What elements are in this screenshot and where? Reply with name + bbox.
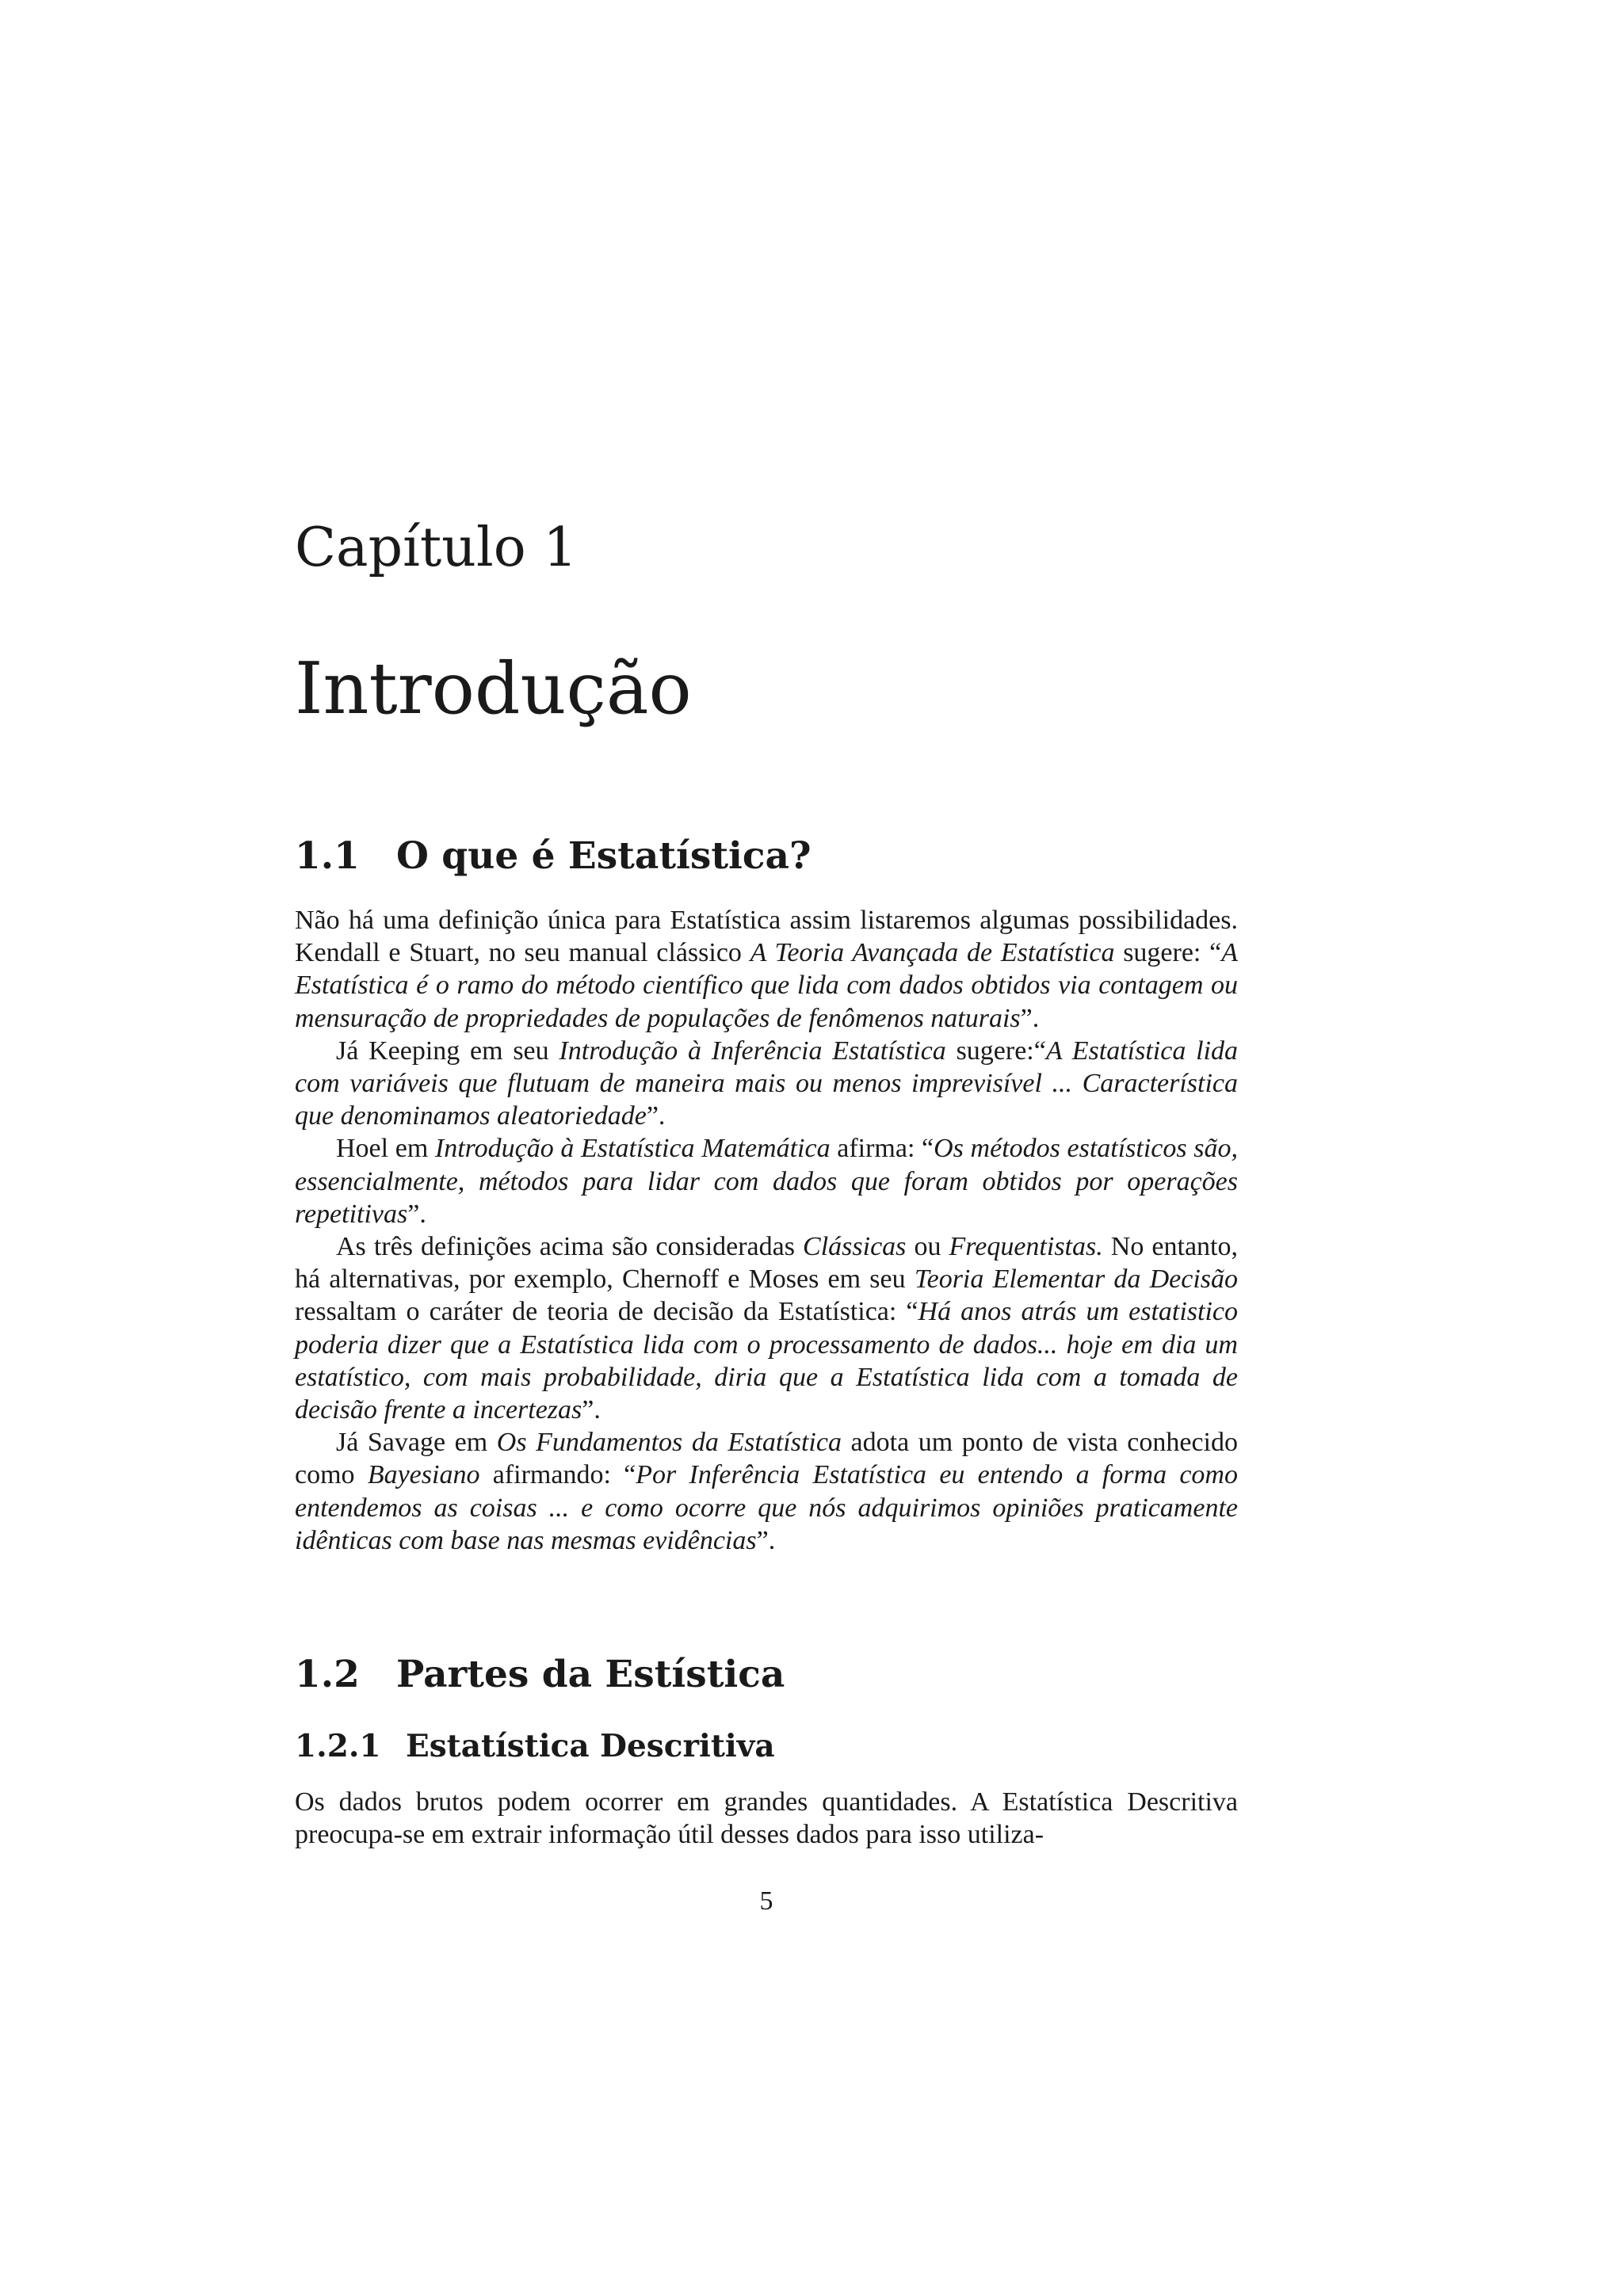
italic-run: Os Fundamentos da Estatística [496, 1428, 842, 1458]
subsection-heading-1-2-1 [295, 1727, 775, 1765]
text-run: sugere: “ [1114, 938, 1222, 968]
italic-run: Introdução à Inferência Estatística [559, 1035, 946, 1066]
text-run: ”. [407, 1199, 426, 1229]
text-run: No entanto, há alternativas, por exemplo, Chernoff e Moses em seu [295, 1232, 1238, 1295]
section-1-1-body [295, 904, 1238, 1557]
document-page [295, 0, 1238, 2296]
text-run: ”. [756, 1525, 776, 1555]
text-run: ”. [1020, 1003, 1040, 1033]
text-run: Já Savage em [336, 1428, 497, 1458]
text-run: Já Keeping em seu [336, 1035, 559, 1066]
text-run: afirmando: “ [479, 1460, 636, 1490]
text-run: ”. [582, 1395, 601, 1425]
italic-run: Clássicas [803, 1232, 907, 1262]
section-heading-1-2 [295, 1652, 785, 1698]
text-run: ”. [646, 1101, 666, 1131]
italic-run: A Teoria Avançada de Estatística [750, 938, 1115, 968]
italic-run: Teoria Elementar da Decisão [914, 1264, 1238, 1295]
paragraph [295, 904, 1238, 1035]
page-number: 5 [759, 1886, 773, 1916]
italic-run: Bayesiano [367, 1460, 480, 1490]
text-run: afirma: “ [830, 1134, 934, 1164]
paragraph [295, 1786, 1238, 1851]
paragraph [295, 1035, 1238, 1133]
italic-run: Por Inferência Estatística eu entendo a forma como entendemos as coisas ... e como ocorre que nós adquirimos opiniões praticamente idênticas com base nas mesmas evidências [295, 1460, 1238, 1555]
italic-run: Há anos atrás um estatistico poderia dizer que a Estatística lida com o processamento de dados... hoje em dia um estatístico, com mais probabilidade, diria que a Estatística lida com a tomada de decisão frente a incertezas [295, 1297, 1239, 1425]
subsection-number: 1.2.1 [295, 1728, 381, 1764]
text-run: Não há uma definição única para Estatística assim listaremos algumas possibilidades. Kendall e Stuart, no seu manual clássico [295, 906, 1238, 968]
italic-run: Os métodos estatísticos são, essencialmente, métodos para lidar com dados que foram obtidos por operações repetitivas [295, 1134, 1238, 1229]
paragraph [295, 1230, 1238, 1426]
subsection-title: Estatística Descritiva [406, 1728, 775, 1764]
italic-run: A Estatística é o ramo do método científico que lida com dados obtidos via contagem ou mensuração de propriedades de populações de fenômenos naturais [295, 938, 1238, 1033]
text-run: Os dados brutos podem ocorrer em grandes quantidades. A Estatística Descritiva preocupa-se em extrair informação útil desses dados para isso utiliza- [295, 1787, 1238, 1850]
chapter-title: Introdução [295, 647, 692, 730]
paragraph [295, 1426, 1238, 1557]
section-number: 1.1 [295, 834, 360, 878]
italic-run: Frequentistas. [949, 1232, 1103, 1262]
text-run: ou [906, 1232, 949, 1262]
text-run: adota um ponto de vista conhecido como [295, 1428, 1238, 1490]
paragraph [295, 1132, 1238, 1230]
section-number: 1.2 [295, 1653, 360, 1696]
text-run: sugere:“ [945, 1035, 1046, 1066]
section-title: Partes da Estística [396, 1653, 785, 1696]
subsection-1-2-1-body [295, 1786, 1238, 1851]
italic-run: A Estatística lida com variáveis que flutuam de maneira mais ou menos imprevisível ... Característica que denominamos aleatoriedade [295, 1035, 1238, 1131]
text-run: Hoel em [336, 1134, 435, 1164]
chapter-label: Capítulo 1 [295, 517, 578, 579]
text-run: ressaltam o caráter de teoria de decisão da Estatística: “ [295, 1297, 918, 1327]
section-heading-1-1 [295, 833, 812, 879]
italic-run: Introdução à Estatística Matemática [434, 1134, 831, 1164]
section-title: O que é Estatística? [396, 834, 812, 878]
text-run: As três definições acima são consideradas [336, 1232, 804, 1262]
